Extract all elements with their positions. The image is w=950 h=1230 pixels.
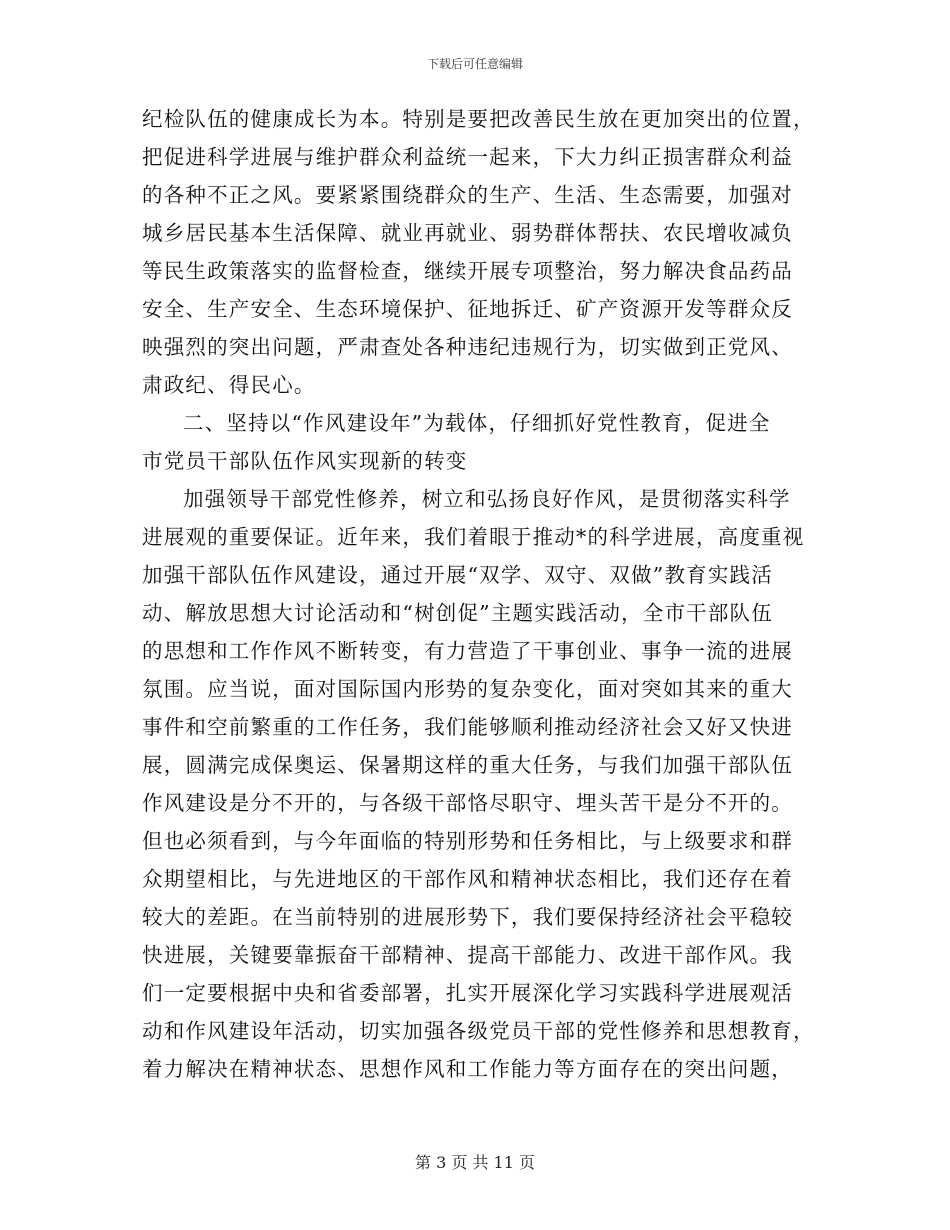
text-line: 动和作风建设年活动，切实加强各级党员干部的党性修养和思想教育， bbox=[142, 1019, 815, 1043]
text-line: 作风建设是分不开的，与各级干部恪尽职守、埋头苦干是分不开的。 bbox=[142, 791, 793, 815]
text-line: 安全、生产安全、生态环境保护、征地拆迁、矿产资源开发等群众反 bbox=[142, 297, 793, 321]
text-line: 加强干部队伍作风建设，通过开展“双学、双守、双做”教育实践活 bbox=[142, 563, 773, 587]
text-line: 较大的差距。在当前特别的进展形势下，我们要保持经济社会平稳较 bbox=[142, 905, 793, 929]
text-line: 们一定要根据中央和省委部署，扎实开展深化学习实践科学进展观活 bbox=[142, 981, 793, 1005]
text-line: 的思想和工作作风不断转变，有力营造了干事创业、事争一流的进展 bbox=[142, 639, 793, 663]
text-line: 进展观的重要保证。近年来，我们着眼于推动*的科学进展，高度重视 bbox=[142, 525, 805, 549]
header-note: 下载后可任意编辑 bbox=[426, 57, 523, 71]
text-line: 氛围。应当说，面对国际国内形势的复杂变化，面对突如其来的重大 bbox=[142, 677, 793, 701]
section-heading-line: 市党员干部队伍作风实现新的转变 bbox=[142, 449, 468, 473]
text-line: 众期望相比，与先进地区的干部作风和精神状态相比，我们还存在着 bbox=[142, 867, 793, 891]
document-body bbox=[142, 100, 815, 1088]
text-line: 把促进科学进展与维护群众利益统一起来，下大力纠正损害群众利益 bbox=[142, 145, 793, 169]
text-line: 等民生政策落实的监督检查，继续开展专项整治，努力解决食品药品 bbox=[142, 259, 793, 283]
section-heading-line: 二、坚持以“作风建设年”为载体，仔细抓好党性教育，促进全 bbox=[183, 411, 771, 435]
text-line: 着力解决在精神状态、思想作风和工作能力等方面存在的突出问题， bbox=[142, 1057, 793, 1081]
text-line: 动、解放思想大讨论活动和“树创促”主题实践活动，全市干部队伍 bbox=[142, 601, 773, 625]
text-line: 快进展，关键要靠振奋干部精神、提高干部能力、改进干部作风。我 bbox=[142, 943, 793, 967]
text-line: 肃政纪、得民心。 bbox=[142, 373, 316, 397]
text-line: 映强烈的突出问题，严肃查处各种违纪违规行为，切实做到正党风、 bbox=[142, 335, 793, 359]
text-line: 事件和空前繁重的工作任务，我们能够顺利推动经济社会又好又快进 bbox=[142, 715, 793, 739]
page-number: 第 3 页 共 11 页 bbox=[415, 1153, 535, 1172]
text-line: 的各种不正之风。要紧紧围绕群众的生产、生活、生态需要，加强对 bbox=[142, 183, 793, 207]
text-line: 纪检队伍的健康成长为本。特别是要把改善民生放在更加突出的位置， bbox=[142, 107, 815, 131]
text-line: 但也必须看到，与今年面临的特别形势和任务相比，与上级要求和群 bbox=[142, 829, 793, 853]
text-line: 展，圆满完成保奥运、保暑期这样的重大任务，与我们加强干部队伍 bbox=[142, 753, 793, 777]
text-line: 加强领导干部党性修养，树立和弘扬良好作风，是贯彻落实科学 bbox=[183, 487, 791, 511]
text-line: 城乡居民基本生活保障、就业再就业、弱势群体帮扶、农民增收减负 bbox=[142, 221, 793, 245]
